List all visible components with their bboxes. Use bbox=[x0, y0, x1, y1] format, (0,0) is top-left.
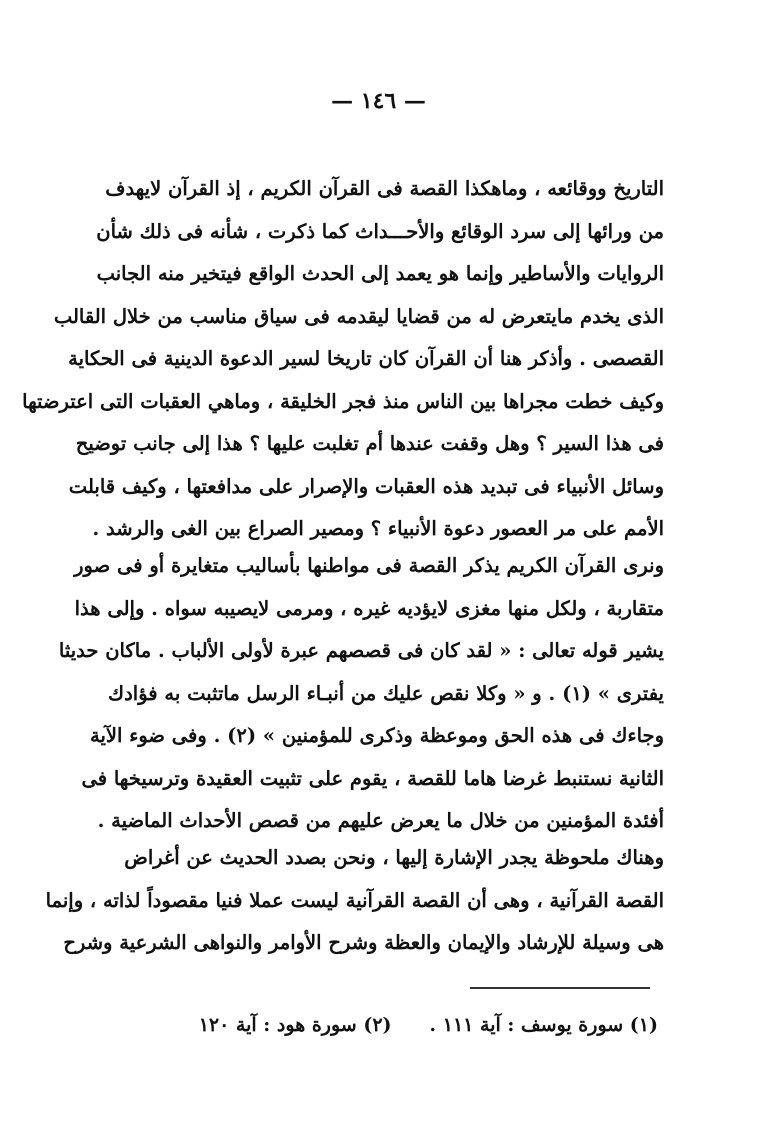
text-line: ونرى القرآن الكريم يذكر القصة فى مواطنها بأساليب متغايرة أو فى صور bbox=[74, 554, 664, 577]
page-number: — ١٤٦ — bbox=[331, 88, 426, 114]
footnote-2: (٢) سورة هود : آية ١٢٠ bbox=[198, 1014, 392, 1036]
footnotes bbox=[128, 1010, 658, 1040]
text-line: متقاربة ، ولكل منها مغزى لايؤديه غيره ، ومرمى لايصيبه سواه . وإلى هذا bbox=[74, 596, 664, 620]
text-line: يفترى » (١) . و « وكلا نقص عليك من أنبـاء الرسل ماتثبت به فؤادك bbox=[108, 681, 664, 705]
footnote-divider bbox=[470, 987, 650, 989]
footnote-1: (١) سورة يوسف : آية ١١١ . bbox=[429, 1014, 658, 1036]
text-line: فى هذا السير ؟ وهل وقفت عندها أم تغلبت عليها ؟ هذا إلى جانب توضيح bbox=[75, 432, 664, 455]
text-line: الروايات والأساطير وإنما هو يعمد إلى الحدث الواقع فيتخير منه الجانب bbox=[96, 262, 664, 285]
text-line: وسائل الأنبياء فى تبديد هذه العقبات والإصرار على مدافعتها ، وكيف قابلت bbox=[68, 474, 664, 498]
text-line: الأمم على مر العصور دعوة الأنبياء ؟ ومصير الصراع بين الغى والرشد . bbox=[92, 517, 664, 540]
paragraph-1 bbox=[22, 168, 664, 551]
text-line: وهناك ملحوظة يجدر الإشارة إليها ، ونحن بصدد الحديث عن أغراض bbox=[124, 846, 664, 869]
text-line: القصة القرآنية ، وهى أن القصة القرآنية ليست عملا فنيا مقصوداً لذاته ، وإنما bbox=[45, 888, 664, 912]
text-line: الثانية نستنبط غرضا هاما للقصة ، يقوم على تثبيت العقيدة وترسيخها فى bbox=[81, 766, 664, 790]
text-line: التاريخ ووقائعه ، وماهكذا القصة فى القرآن الكريم ، إذ القرآن لايهدف bbox=[105, 177, 664, 200]
text-line: أفئدة المؤمنين من خلال ما يعرض عليهم من قصص الأحداث الماضية . bbox=[97, 809, 664, 832]
text-line: القصصى . وأذكر هنا أن القرآن كان تاريخا لسير الدعوة الدينية فى الحكاية bbox=[68, 347, 664, 370]
text-line: الذى يخدم مايتعرض له من قضايا ليقدمه فى سياق مناسب من خلال القالب bbox=[53, 304, 664, 328]
paragraph-3 bbox=[45, 837, 664, 965]
text-line: يشير قوله تعالى : « لقد كان فى قصصهم عبرة لأولى الألباب . ماكان حديثا bbox=[58, 639, 664, 662]
text-line: وجاءك فى هذه الحق وموعظة وذكرى للمؤمنين » (٢) . وفى ضوء الآية bbox=[89, 724, 664, 747]
text-line: من ورائها إلى سرد الوقائع والأحـــداث كما ذكرت ، شأنه فى ذلك شأن bbox=[96, 219, 664, 243]
text-line: وكيف خطت مجراها بين الناس منذ فجر الخليقة ، وماهي العقبات التى اعترضتها bbox=[22, 389, 664, 413]
text-line: هى وسيلة للإرشاد والإيمان والعظة وشرح الأوامر والنواهى الشرعية وشرح bbox=[63, 931, 664, 954]
paragraph-2 bbox=[58, 545, 664, 843]
